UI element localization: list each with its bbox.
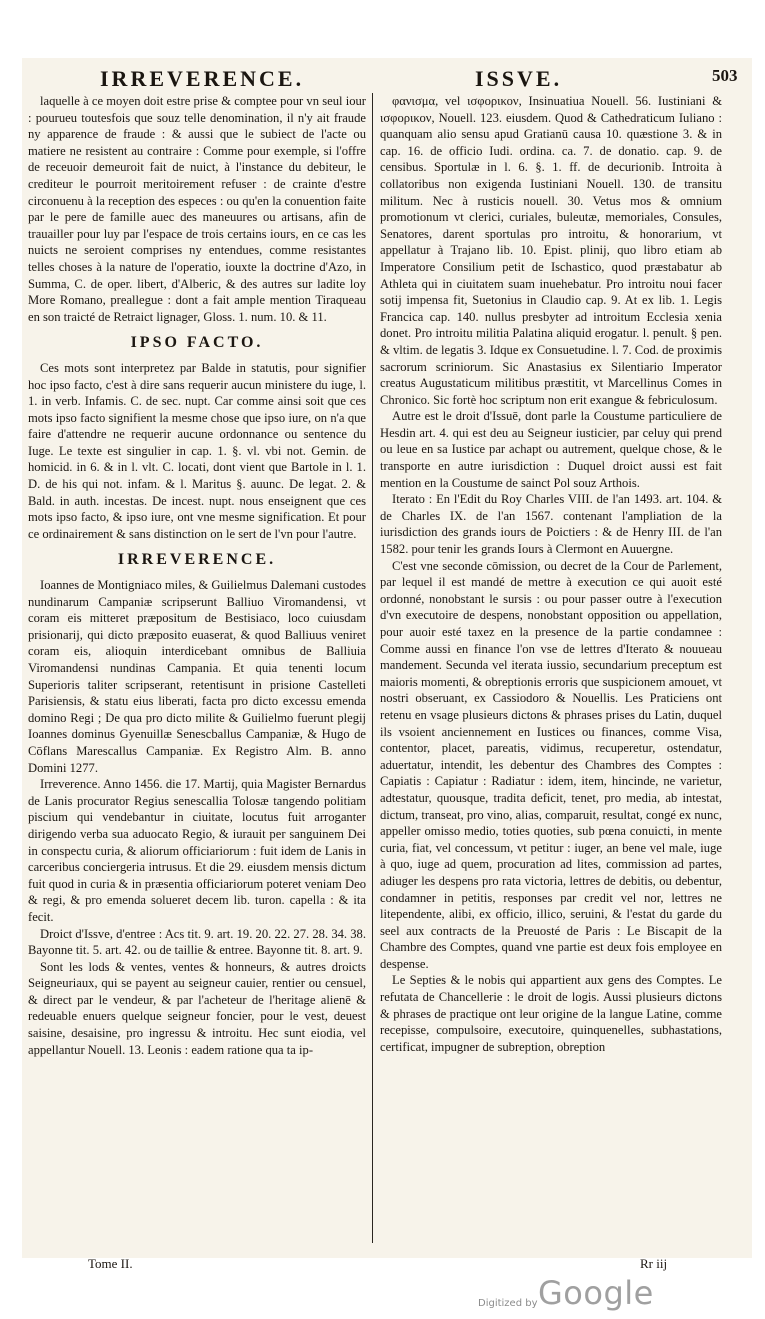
paragraph-droit-issue-hesdin: Autre est le droit d'Issuē, dont parle la Coustume particuliere de Hesdin art. 4. qui est deu au Seigneur iusticier, par celuy qui prend ou leue en sa Iustice par achapt ou autrement, quelque chose, & le transporte en autre iurisdiction : Duquel droict aussi est fait mention en la Coustume de sainct Pol souz Arthois. (380, 409, 722, 490)
paragraph-seconde-commission: C'est vne seconde cōmission, ou decret de la Cour de Parlement, par lequel il est mandé de mettre à execution ce qui auoit esté ordonné, nonobstant le sursis : ou pour passer outre à l'execution d'vn executoire de despens, nonobstant opposition ou appellation, pour auoir esté taxez en la presence de la partie condamnee : Comme aussi en finance l'on vse de lettres d'Iterato & nouueau mandement. Secunda vel iterata iussio, secundarium preceptum est maioris momenti, & obreptionis erroris que suspicionem amouet, vt nostri obseruant, ex Cassiodoro & Nouellis. Les Praticiens ont retenu en vsage plusieurs dictons & phrases prises du Latin, duquel ils vsoient anciennement en Iustices ou finances, comme Visa, contentor, placet, pareatis, vidimus, recuperetur, ostendatur, aduertatur, intendit, les debentur des Chambres des Comptes : Capiatis : Capiatur : Radiatur : idem, item, hincinde, ne varietur, adtestatur, quousque, tradita deficit, tenet, pro media, ab intestat, dictum, transeat, pro vino, alias, comparuit, resultat, congé ex nunc, appeller omisso medio, toties quoties, sub pœna conuicti, in mente curia, fiat, vel concessum, vt petitur : iuger, an bene vel male, iuge à quo, iuge ad quem, procuration ad lites, commission ad partes, adiuger les despens pro rata victoria, lettres de debitis, ou debentur, condamner in petitis, responses par credit vel nor, lettres ne litependente, alibi, ex officio, illico, seruini, & l'estat du garde du seel aux contracts de la Preuosté de Paris : Le Biscapit de la Chambre des Comptes, quand vne partie est deux fois employee en despense. (380, 558, 722, 971)
right-running-head: ISSVE. (475, 66, 563, 91)
paragraph-septies-nobis: Le Septies & le nobis qui appartient aux gens des Comptes. Le refutata de Chancellerie : le droit de logis. Aussi plusieurs dictons & phrases de practique ont leur origine de la langue Latine, comme recepisse, compulsoire, executoire, quinquenelles, subhastations, certificat, impugner de subreption, obreption (380, 973, 722, 1054)
column-divider (372, 93, 373, 1243)
paragraph-lods-ventes: Sont les lods & ventes, ventes & honneurs, & autres droicts Seigneuriaux, qui se payent au seigneur cauier, rentier ou censuel, & direct par le vendeur, & par l'acheteur de l'heritage alienē & redeuable enuers quelque seigneur foncier, pour le vest, deuest saisine, desaisine, pro ingressu & introitu. Hec sunt eiodia, vel appellantur Nouell. 13. Leonis : eadem ratione qua ta ip- (28, 959, 366, 1057)
paragraph-insinuatiua: φανισμα, vel ισφορικον, Insinuatiua Nouell. 56. Iustiniani & ισφορικον, Nouell. 123. eiusdem. Quod & Cathedraticum Iuliano : quanquam alio sensu apud Gratianū causa 10. quæstione 3. & in cap. 16. de officio Iudi. ordina. ca. 7. de donatio. cap. 9. de censibus. Sportulæ in l. 6. §. 1. ff. de decurionib. Introita à collatoribus non exigenda Iustiniani Nouell. 130. de transitu militum. Nec à rusticis nouell. 30. Vetus mos & omnium promotionum vt clerici, curiales, buleutæ, memoriales, Consules, Senatores, darent sportulas pro introitu, & honorarium, vt appellatur à Trajano lib. 10. Epist. plinij, quo libro etiam ab Imperatore Consilium petit de Ischastico, quod præstabatur ab Athleta qui in ciuitatem suam inuehebatur. Pro introitu noui facer sotij impensa fit, Suetonius in Claudio cap. 9. At ex lib. 1. Legis Francica cap. 140. nullus presbyter ad introitum Ecclesia xenia donet. Pro introitu militia Palatina aliquid erogatur. l. penult. § pen. & vltim. de legatis 3. Idque ex Consuetudine. l. 7. Cod. de proximis sacrorum scriniorum. Sic Anastasius ex Silentiario Imperator creatus Augustaticum militibus præstitit, vt Marcellinus Comes in Chronico. Sic fortè hoc scriptum non erit exangue & febriculosum. (380, 94, 722, 407)
paragraph-irreverence-1456: Irreverence. Anno 1456. die 17. Martij, quia Magister Bernardus de Lanis procurator Regius senescallia Tolosæ tangendo politiam piscium qui vendebantur in ciuitate, locutus fuit arroganter dirigendo verba sua aduocato Regio, & iurauit per sanguinem Dei in conspectu curia, & aliorum officiariorum : fuit idem de Lanis in carceribus conciergeria intrusus. Et die 29. eiusdem mensis dictum fuit quod in curia & in præsentia officiariorum poteret veniam Deo & regi, & pro emenda solueret decem lib. turon. capella : & ita fecit. (28, 777, 366, 924)
heading-ipso-facto: IPSO FACTO. (130, 334, 264, 352)
page-number: 503 (712, 66, 738, 85)
footer-volume: Tome II. (88, 1256, 133, 1271)
left-running-head: IRREVERENCE. (100, 66, 305, 91)
paragraph-droict-issue: Droict d'Issve, d'entree : Acs tit. 9. art. 19. 20. 22. 27. 28. 34. 38. Bayonne tit. 5. art. 42. ou de taillie & entree. Bayonne tit. 8. art. 9. (28, 926, 366, 958)
paragraph-iterato: Iterato : En l'Edit du Roy Charles VIII. de l'an 1493. art. 104. & de Charles IX. de l'an 1567. contenant l'ampliation de la iurisdiction des grands iours de Poictiers : & de Henry III. de l'an 1582. pour tenir les grands Iours à Clermont en Auuergne. (380, 492, 722, 557)
paragraph-montigniaco: Ioannes de Montigniaco miles, & Guilielmus Dalemani custodes nundinarum Campaniæ scripserunt Balliuo Viromandensi, vt coram eis mitteret præpositum de Bestisiaco, loco cuiusdam prisionarij, qui dicto præposito euaserat, & quod Balliuus veniret coram eis, alioquin interdicebant omnibus de Balliuia Viromandensi nundinas Campania. Et quia tenenti locum Superioris taliter scripserant, retentisunt in prisione Castelleti Parisiensis, & statu eius liberati, facta pro dicto excessu emenda domino Regi ; De qua pro dicto milite & Guilielmo fuerunt plegij Ioannes dominus Gyenuillæ Senescballus Campaniæ, & Hugo de Cōflans Marescallus Campaniæ. Ex Registro Alm. B. anno Domini 1277. (28, 578, 366, 775)
footer-signature: Rr iij (640, 1256, 668, 1271)
digitized-by-google-watermark (478, 1274, 688, 1318)
left-column (28, 93, 366, 1058)
heading-irreverence: IRREVERENCE. (117, 551, 277, 569)
right-column (380, 93, 722, 1055)
google-logo: Google (538, 1274, 654, 1312)
digitized-prefix: Digitized by (478, 1298, 538, 1309)
paragraph-ipso-facto: Ces mots sont interpretez par Balde in statutis, pour signifier hoc ipso facto, c'est à dire sans requerir aucun ministere du iuge, l. 1. in verb. Infamis. C. de sec. nupt. Car comme ainsi soit que ces mots ipso facto signifient la mesme chose que ipso iure, on n'a que faire d'attendre ne requerir aucune ordonnance ou sentence du Iuge. Le texte est singulier in cap. 1. §. vl. vbi not. Gemin. de homicid. in 6. & in l. vlt. C. locati, dont vient que Bartole in l. 1. D. de his qui not. infam. & l. Maritus §. auunc. De legat. 2. & Bald. in auth. incestas. De incest. nupt. nous enseignent que ces mots ipso facto, & ipso iure, ont vne mesme signification. Et pour ce ordinairement & sans distinction on le sert de l'vn pour l'autre. (28, 360, 366, 541)
paragraph-dies-nocturna: laquelle à ce moyen doit estre prise & comptee pour vn seul iour : pourueu toutesfois que souz telle denomination, il n'y ait fraude ny apparence de fraude : & aussi que le subiect de l'acte ou matiere ne resistent au contraire : Comme pour exemple, si l'offre de receuoir demeuroit fait de nuict, à l'instance du debiteur, le crediteur le pourroit meritoirement refuser : de crainte d'estre circonuenu à la reception des especes : ou qu'en la conuention faite par le pere de famille auec des maneuures ou artisans, afin de trauailler pour luy par l'espace de trois certains iours, en ce cas les nuicts ne seroient comprises ny entendues, comme resistantes telles choses à la nature de l'operatio, iouxte la doctrine d'Azo, in Summa, C. de oper. libert, d'Alberic, & des autres sur ladite loy More Romano, preallegue : dont a fait ample mention Tiraqueau en son traicté de Retraict lignager, Gloss. 1. num. 10. & 11. (28, 94, 366, 324)
